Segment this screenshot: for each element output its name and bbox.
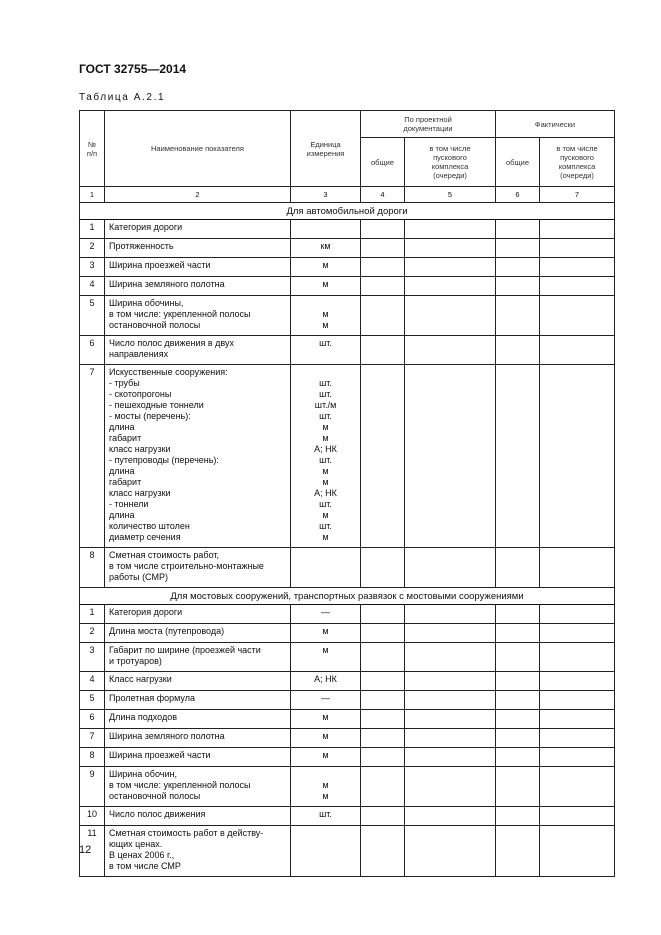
value-cell[interactable] (540, 710, 615, 729)
row-number: 7 (80, 729, 105, 748)
indicator-name: Категория дороги (105, 605, 291, 624)
value-cell[interactable] (540, 748, 615, 767)
value-cell[interactable] (405, 624, 496, 643)
section-title: Для автомобильной дороги (80, 203, 615, 220)
table-caption: Таблица А.2.1 (79, 92, 166, 103)
row-number: 4 (80, 672, 105, 691)
value-cell[interactable] (405, 767, 496, 807)
document-title: ГОСТ 32755—2014 (79, 62, 187, 76)
unit-of-measure: м (291, 643, 361, 672)
column-number: 3 (291, 187, 361, 203)
indicator-name: Ширина земляного полотна (105, 277, 291, 296)
table-row (80, 239, 615, 258)
value-cell[interactable] (361, 220, 405, 239)
value-cell[interactable] (496, 605, 540, 624)
value-cell[interactable] (540, 605, 615, 624)
column-number: 4 (361, 187, 405, 203)
value-cell[interactable] (405, 605, 496, 624)
table-row (80, 710, 615, 729)
value-cell[interactable] (496, 277, 540, 296)
column-number: 5 (405, 187, 496, 203)
value-cell[interactable] (496, 336, 540, 365)
row-number: 8 (80, 748, 105, 767)
indicator-name: Сметная стоимость работ, в том числе строительно-монтажные работы (СМР) (105, 548, 291, 588)
indicator-name: Ширина проезжей части (105, 748, 291, 767)
table-row (80, 826, 615, 877)
value-cell[interactable] (540, 767, 615, 807)
value-cell[interactable] (361, 605, 405, 624)
value-cell[interactable] (361, 748, 405, 767)
row-number: 2 (80, 624, 105, 643)
table-row (80, 807, 615, 826)
unit-of-measure: м (291, 710, 361, 729)
header-project-documentation: По проектной документации (361, 111, 496, 138)
value-cell[interactable] (361, 729, 405, 748)
value-cell[interactable] (361, 365, 405, 548)
value-cell[interactable] (361, 691, 405, 710)
row-number: 6 (80, 336, 105, 365)
unit-of-measure: м (291, 277, 361, 296)
value-cell[interactable] (361, 767, 405, 807)
value-cell[interactable] (496, 624, 540, 643)
value-cell[interactable] (496, 220, 540, 239)
value-cell[interactable] (405, 277, 496, 296)
value-cell[interactable] (405, 258, 496, 277)
header-indicator-name: Наименование показателя (105, 111, 291, 187)
value-cell[interactable] (361, 336, 405, 365)
header-project-launch-complex: в том числе пускового комплекса (очереди) (405, 138, 496, 187)
value-cell[interactable] (540, 548, 615, 588)
row-number: 1 (80, 605, 105, 624)
section-title: Для мостовых сооружений, транспортных развязок с мостовыми сооружениями (80, 588, 615, 605)
unit-of-measure: — (291, 605, 361, 624)
table-row (80, 672, 615, 691)
column-number: 2 (105, 187, 291, 203)
table-row (80, 365, 615, 548)
header-project-total: общие (361, 138, 405, 187)
table-row (80, 748, 615, 767)
unit-of-measure: шт. (291, 807, 361, 826)
value-cell[interactable] (405, 807, 496, 826)
row-number: 6 (80, 710, 105, 729)
value-cell[interactable] (496, 365, 540, 548)
value-cell[interactable] (540, 277, 615, 296)
value-cell[interactable] (405, 729, 496, 748)
unit-of-measure: м м (291, 296, 361, 336)
unit-of-measure: м (291, 748, 361, 767)
value-cell[interactable] (496, 296, 540, 336)
indicator-name: Ширина проезжей части (105, 258, 291, 277)
value-cell[interactable] (540, 691, 615, 710)
unit-of-measure: м (291, 624, 361, 643)
row-number: 3 (80, 643, 105, 672)
value-cell[interactable] (496, 691, 540, 710)
value-cell[interactable] (405, 336, 496, 365)
header-actual-launch-complex: в том числе пускового комплекса (очереди) (540, 138, 615, 187)
value-cell[interactable] (405, 365, 496, 548)
table-row (80, 691, 615, 710)
unit-of-measure (291, 826, 361, 877)
page-number: 12 (79, 844, 92, 856)
table-row (80, 767, 615, 807)
indicator-name: Искусственные сооружения: - трубы - скотопрогоны - пешеходные тоннели - мосты (перечень): длина габарит класс нагрузки - путепроводы (перечень): длина габарит класс нагрузки - тоннели длина количество штолен диаметр сечения (105, 365, 291, 548)
value-cell[interactable] (405, 643, 496, 672)
row-number: 7 (80, 365, 105, 548)
value-cell[interactable] (361, 548, 405, 588)
indicator-name: Сметная стоимость работ в действу- ющих ценах. В ценах 2006 г., в том числе СМР (105, 826, 291, 877)
value-cell[interactable] (361, 624, 405, 643)
value-cell[interactable] (496, 672, 540, 691)
value-cell[interactable] (405, 548, 496, 588)
value-cell[interactable] (361, 826, 405, 877)
table-row (80, 548, 615, 588)
unit-of-measure (291, 220, 361, 239)
value-cell[interactable] (361, 710, 405, 729)
row-number: 5 (80, 296, 105, 336)
section-header-row (80, 588, 615, 605)
indicator-name: Число полос движения в двух направлениях (105, 336, 291, 365)
value-cell[interactable] (540, 826, 615, 877)
value-cell[interactable] (496, 239, 540, 258)
table-row (80, 258, 615, 277)
column-number: 1 (80, 187, 105, 203)
section-header-row (80, 203, 615, 220)
value-cell[interactable] (496, 258, 540, 277)
value-cell[interactable] (405, 691, 496, 710)
value-cell[interactable] (540, 624, 615, 643)
value-cell[interactable] (496, 826, 540, 877)
header-actual: Фактически (496, 111, 615, 138)
header-actual-total: общие (496, 138, 540, 187)
indicators-table (79, 110, 615, 877)
value-cell[interactable] (540, 807, 615, 826)
value-cell[interactable] (496, 767, 540, 807)
table-row (80, 336, 615, 365)
row-number: 5 (80, 691, 105, 710)
value-cell[interactable] (540, 365, 615, 548)
indicator-name: Длина подходов (105, 710, 291, 729)
value-cell[interactable] (496, 710, 540, 729)
header-number: № п/п (80, 111, 105, 187)
value-cell[interactable] (361, 258, 405, 277)
value-cell[interactable] (540, 296, 615, 336)
value-cell[interactable] (405, 239, 496, 258)
value-cell[interactable] (540, 643, 615, 672)
value-cell[interactable] (405, 672, 496, 691)
value-cell[interactable] (361, 643, 405, 672)
value-cell[interactable] (361, 277, 405, 296)
row-number: 10 (80, 807, 105, 826)
table-row (80, 643, 615, 672)
row-number: 3 (80, 258, 105, 277)
value-cell[interactable] (496, 643, 540, 672)
indicator-name: Ширина обочин, в том числе: укрепленной полосы остановочной полосы (105, 767, 291, 807)
indicator-name: Пролетная формула (105, 691, 291, 710)
value-cell[interactable] (496, 807, 540, 826)
value-cell[interactable] (361, 239, 405, 258)
value-cell[interactable] (540, 239, 615, 258)
value-cell[interactable] (361, 672, 405, 691)
unit-of-measure: км (291, 239, 361, 258)
unit-of-measure (291, 548, 361, 588)
row-number: 8 (80, 548, 105, 588)
value-cell[interactable] (405, 296, 496, 336)
row-number: 2 (80, 239, 105, 258)
value-cell[interactable] (540, 729, 615, 748)
row-number: 9 (80, 767, 105, 807)
indicator-name: Ширина земляного полотна (105, 729, 291, 748)
unit-of-measure: м м (291, 767, 361, 807)
value-cell[interactable] (496, 548, 540, 588)
value-cell[interactable] (540, 220, 615, 239)
indicator-name: Категория дороги (105, 220, 291, 239)
column-number: 7 (540, 187, 615, 203)
value-cell[interactable] (405, 748, 496, 767)
table-row (80, 624, 615, 643)
table-row (80, 296, 615, 336)
value-cell[interactable] (361, 807, 405, 826)
table-row (80, 220, 615, 239)
row-number: 1 (80, 220, 105, 239)
table-row (80, 605, 615, 624)
table-row (80, 277, 615, 296)
row-number: 11 (80, 826, 105, 877)
header-unit: Единица измерения (291, 111, 361, 187)
unit-of-measure: шт. (291, 336, 361, 365)
table-row (80, 729, 615, 748)
value-cell[interactable] (405, 220, 496, 239)
row-number: 4 (80, 277, 105, 296)
value-cell[interactable] (405, 826, 496, 877)
value-cell[interactable] (540, 672, 615, 691)
indicator-name: Ширина обочины, в том числе: укрепленной полосы остановочной полосы (105, 296, 291, 336)
indicator-name: Число полос движения (105, 807, 291, 826)
value-cell[interactable] (496, 748, 540, 767)
indicator-name: Протяженность (105, 239, 291, 258)
indicator-name: Габарит по ширине (проезжей части и тротуаров) (105, 643, 291, 672)
indicator-name: Длина моста (путепровода) (105, 624, 291, 643)
unit-of-measure: — (291, 691, 361, 710)
value-cell[interactable] (405, 710, 496, 729)
unit-of-measure: шт. шт. шт./м шт. м м А; НК шт. м м А; НК шт. м шт. м (291, 365, 361, 548)
unit-of-measure: м (291, 258, 361, 277)
column-number: 6 (496, 187, 540, 203)
value-cell[interactable] (540, 258, 615, 277)
value-cell[interactable] (540, 336, 615, 365)
value-cell[interactable] (496, 729, 540, 748)
unit-of-measure: А; НК (291, 672, 361, 691)
indicator-name: Класс нагрузки (105, 672, 291, 691)
unit-of-measure: м (291, 729, 361, 748)
value-cell[interactable] (361, 296, 405, 336)
